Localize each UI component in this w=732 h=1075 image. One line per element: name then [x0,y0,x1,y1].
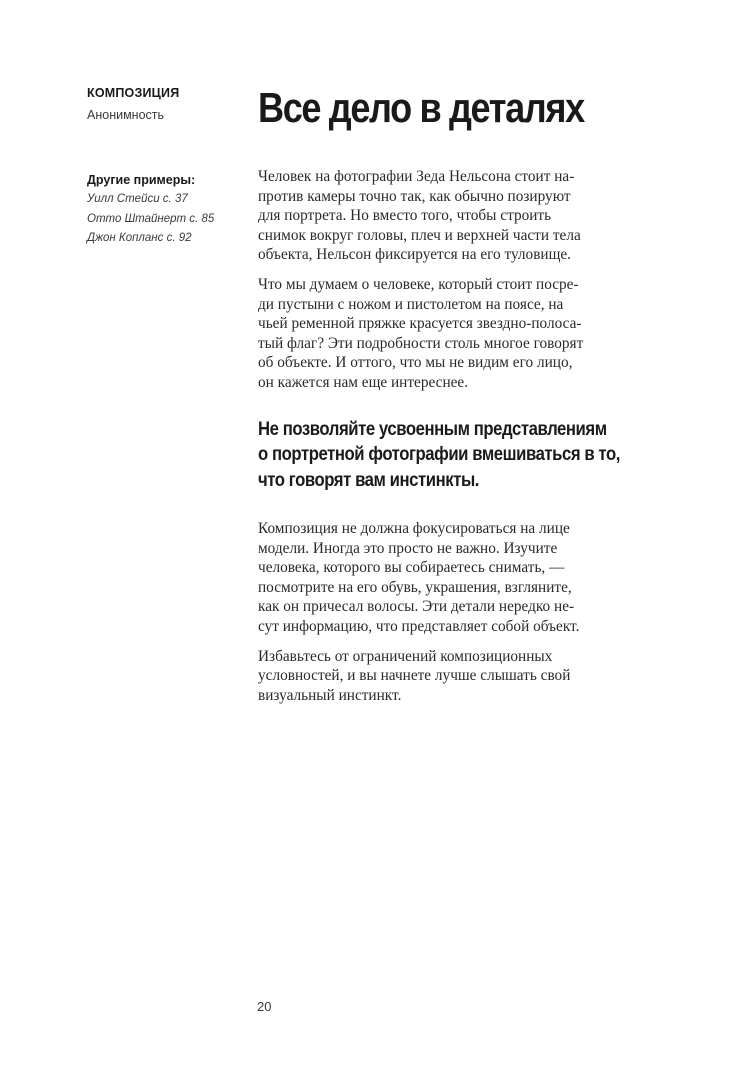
text-line: Композиция не должна фокусироваться на лице [258,520,570,538]
text-line: против камеры точно так, как обычно позируют [258,187,571,205]
text-line: объекта, Нельсон фиксируется на его туловище. [258,246,572,264]
page-number: 20 [257,999,272,1014]
text-line: ди пустыни с ножом и пистолетом на поясе, на [258,295,564,313]
text-line: Что мы думаем о человеке, который стоит посре- [258,275,579,293]
other-examples [87,171,237,249]
page-title: Все дело в деталях [258,84,584,131]
text-line: Человек на фотографии Зеда Нельсона стоит на- [258,168,575,185]
text-line: условностей, и вы начнете лучше слышать свой [258,667,571,685]
main-column [258,82,658,705]
paragraph-1 [258,167,658,265]
paragraph-2 [258,275,658,393]
section-label: КОМПОЗИЦИЯ [87,86,180,100]
text-line: как он причесал волосы. Эти детали нередко не- [258,598,575,616]
text-line: для портрета. Но вместо того, чтобы строить [258,207,552,225]
text-line: человека, которого вы собираетесь снимать, — [258,559,565,577]
text-line: об объекте. И оттого, что мы не видим его лицо, [258,354,573,372]
text-line: Избавьтесь от ограничений композиционных [258,647,553,665]
text-line: посмотрите на его обувь, украшения, взгляните, [258,578,572,596]
text-line: сут информацию, что представляет собой объект. [258,618,580,635]
examples-list [87,190,237,249]
section-subtitle: Анонимность [87,108,165,122]
quote-line: Не позволяйте усвоенным представлениям [258,418,607,440]
sidebar [87,84,237,249]
text-line: визуальный инстинкт. [258,686,402,704]
text-line: модели. Иногда это просто не важно. Изучите [258,539,558,557]
pull-quote [258,417,658,494]
text-line: чьей ременной пряжке красуется звездно-полоса- [258,315,582,333]
example-item: Джон Копланс с. 92 [87,232,192,244]
quote-line: что говорят вам инстинкты. [258,469,480,491]
text-line: снимок вокруг головы, плеч и верхней части тела [258,226,581,244]
text-line: он кажется нам еще интереснее. [258,373,469,391]
example-item: Уилл Стейси с. 37 [87,193,188,205]
text-line: тый флаг? Эти подробности столь многое говорят [258,334,584,352]
paragraph-3 [258,519,658,637]
quote-line: о портретной фотографии вмешиваться в то, [258,444,620,466]
paragraph-4 [258,647,658,706]
example-item: Отто Штайнерт с. 85 [87,212,215,225]
examples-title: Другие примеры: [87,173,196,187]
